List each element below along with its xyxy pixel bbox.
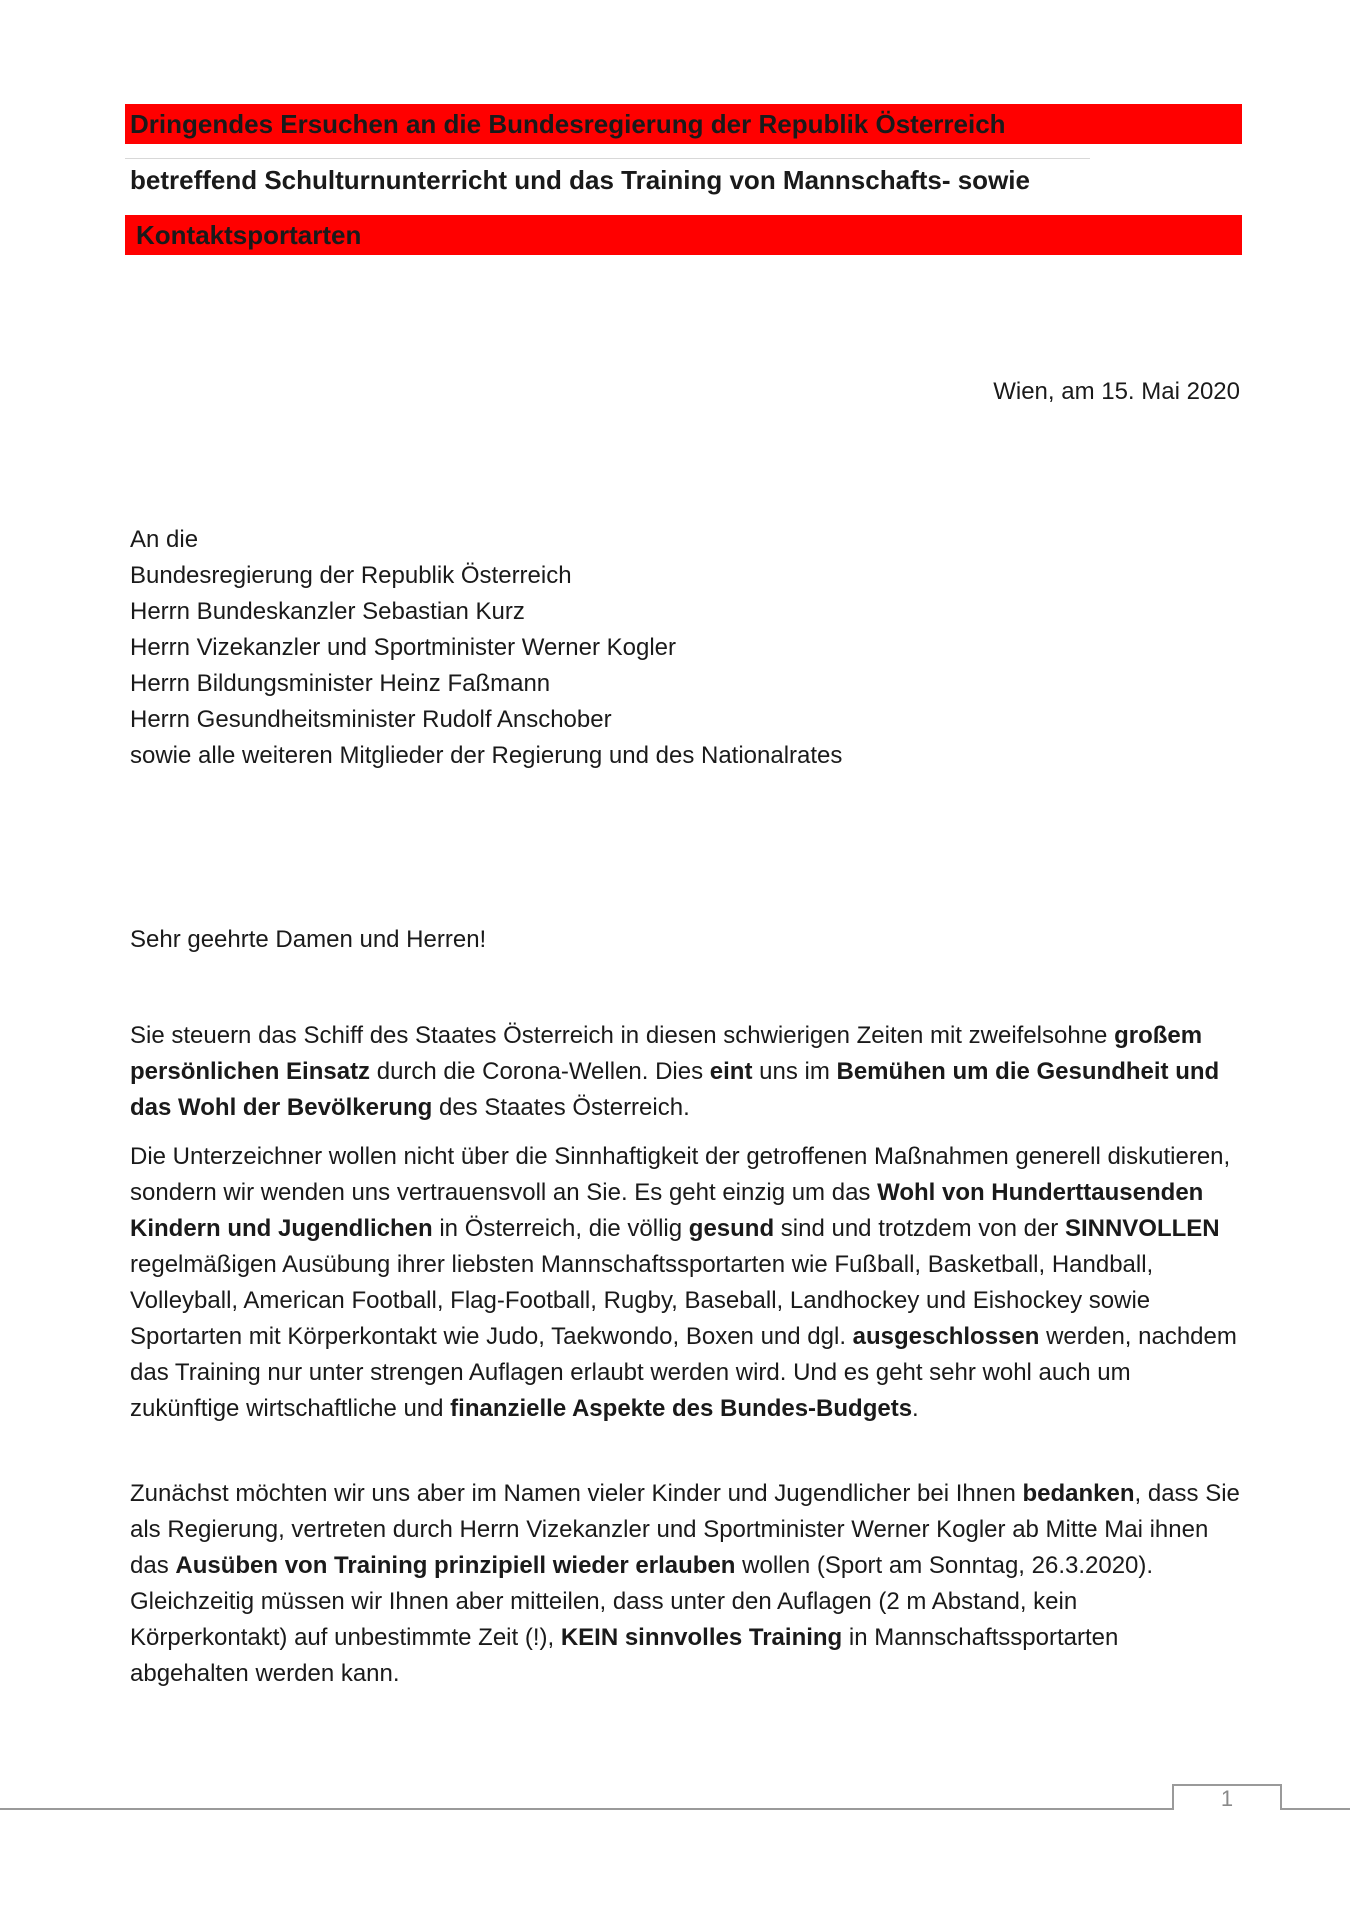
salutation: Sehr geehrte Damen und Herren! bbox=[130, 926, 487, 953]
address-line: Herrn Gesundheitsminister Rudolf Anschober bbox=[130, 706, 612, 733]
text-run: werden, nachdem das Training nur unter strengen Auflagen erlaubt werden wird. Und es geht sehr wohl auch um zukünftige wirtschaftliche und bbox=[130, 1323, 1237, 1422]
bold-text-run: gesund bbox=[688, 1215, 775, 1242]
address-line: sowie alle weiteren Mitglieder der Regierung und des Nationalrates bbox=[130, 742, 843, 769]
address-line: Herrn Bundeskanzler Sebastian Kurz bbox=[130, 598, 525, 625]
title-divider bbox=[125, 158, 1090, 159]
text-run: in Österreich, die völlig bbox=[432, 1215, 689, 1242]
title-line-2: betreffend Schulturnunterricht und das Training von Mannschafts- sowie bbox=[130, 165, 1030, 195]
text-run: uns im bbox=[752, 1058, 837, 1085]
letter-date: Wien, am 15. Mai 2020 bbox=[993, 378, 1240, 405]
bold-text-run: Wohl von Hunderttausenden Kindern und Jugendlichen bbox=[130, 1179, 1204, 1242]
bold-text-run: bedanken bbox=[1022, 1480, 1135, 1507]
text-run: regelmäßigen Ausübung ihrer liebsten Mannschaftssportarten wie Fußball, Basketball, Handball, Volleyball, American Football, Flag-Football, Rugby, Baseball, Landhockey und Eishockey sowie Sportarten mit Körperkontakt wie Judo, Taekwondo, Boxen und dgl. bbox=[130, 1251, 1154, 1350]
text-run: wollen (Sport am Sonntag, 26.3.2020). Gleichzeitig müssen wir Ihnen aber mitteilen, dass unter den Auflagen (2 m Abstand, kein Körperkontakt) auf unbestimmte Zeit (!), bbox=[130, 1552, 1154, 1651]
address-line: Herrn Vizekanzler und Sportminister Werner Kogler bbox=[130, 634, 677, 661]
text-run: Die Unterzeichner wollen nicht über die Sinnhaftigkeit der getroffenen Maßnahmen generell diskutieren, sondern wir wenden uns vertrauensvoll an Sie. Es geht einzig um das bbox=[130, 1143, 1231, 1206]
bold-text-run: eint bbox=[709, 1058, 753, 1085]
text-run: Sie steuern das Schiff des Staates Österreich in diesen schwierigen Zeiten mit zweifelsohne bbox=[130, 1022, 1115, 1049]
bold-text-run: Bemühen um die Gesundheit und das Wohl der Bevölkerung bbox=[130, 1058, 1220, 1121]
body-paragraph-3 bbox=[130, 1476, 1240, 1692]
bold-text-run: SINNVOLLEN bbox=[1064, 1215, 1220, 1242]
footer-rule bbox=[0, 1808, 1350, 1810]
text-run: Zunächst möchten wir uns aber im Namen vieler Kinder und Jugendlicher bei Ihnen bbox=[130, 1480, 1023, 1507]
bold-text-run: KEIN sinnvolles Training bbox=[560, 1624, 843, 1651]
bold-text-run: großem persönlichen Einsatz bbox=[130, 1022, 1203, 1085]
text-run: des Staates Österreich. bbox=[432, 1094, 690, 1121]
bold-text-run: finanzielle Aspekte des Bundes-Budgets bbox=[450, 1395, 913, 1422]
body-paragraph-1 bbox=[130, 1018, 1240, 1126]
recipient-address bbox=[130, 522, 842, 774]
bold-text-run: ausgeschlossen bbox=[852, 1323, 1040, 1350]
body-paragraph-2 bbox=[130, 1139, 1240, 1427]
title-line-1: Dringendes Ersuchen an die Bundesregierung der Republik Österreich bbox=[130, 109, 1006, 139]
text-run: durch die Corona-Wellen. Dies bbox=[370, 1058, 710, 1085]
text-run: , dass Sie als Regierung, vertreten durch Herrn Vizekanzler und Sportminister Werner Kogler ab Mitte Mai ihnen das bbox=[130, 1480, 1240, 1579]
address-line: Bundesregierung der Republik Österreich bbox=[130, 562, 572, 589]
title-line-3: Kontaktsportarten bbox=[136, 220, 362, 250]
bold-text-run: Ausüben von Training prinzipiell wieder erlauben bbox=[175, 1552, 736, 1579]
page-number: 1 bbox=[1220, 1786, 1234, 1811]
text-run: in Mannschaftssportarten abgehalten werden kann. bbox=[130, 1624, 1119, 1687]
text-run: sind und trotzdem von der bbox=[774, 1215, 1065, 1242]
text-run: . bbox=[912, 1395, 919, 1422]
address-line: Herrn Bildungsminister Heinz Faßmann bbox=[130, 670, 551, 697]
address-line: An die bbox=[130, 526, 199, 553]
